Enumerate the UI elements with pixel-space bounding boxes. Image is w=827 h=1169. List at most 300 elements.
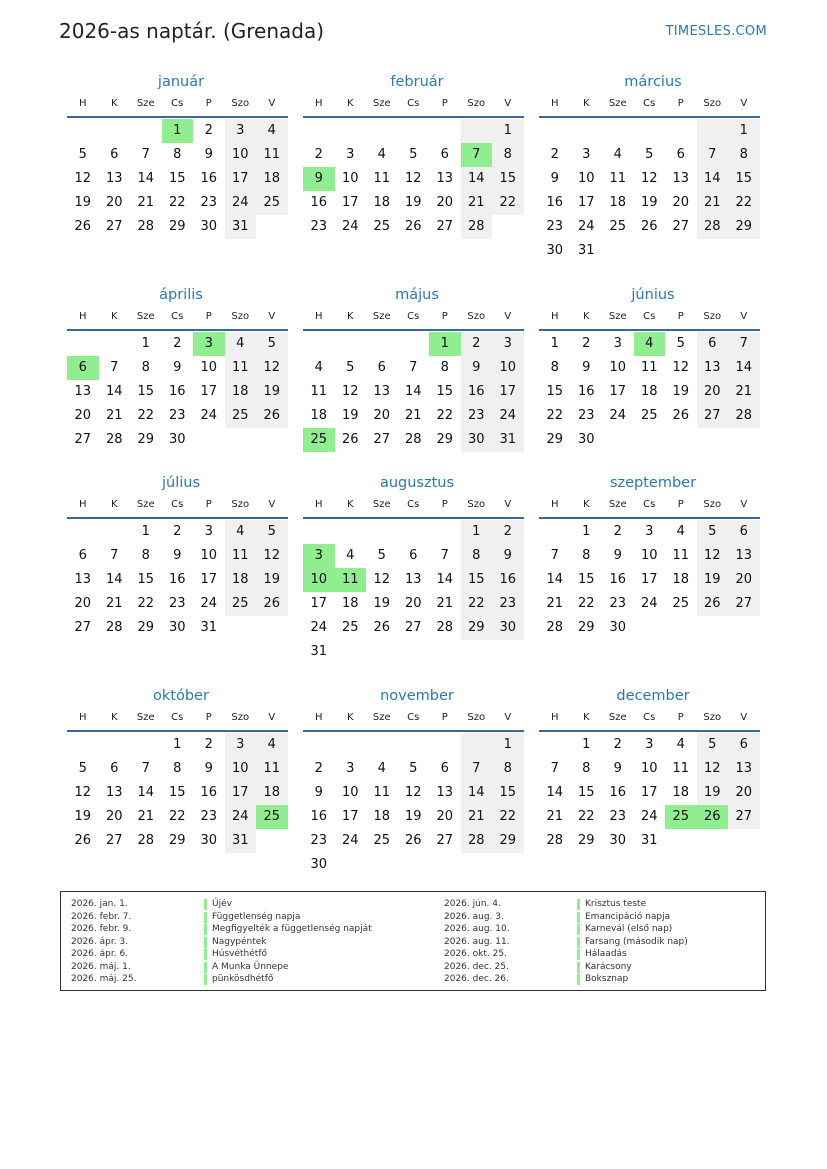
holiday-day-cell: 9 <box>303 167 335 191</box>
day-cell: 26 <box>74 833 92 848</box>
day-cell: 3 <box>613 336 622 351</box>
day-cell: 24 <box>341 219 359 234</box>
day-cell: 19 <box>672 384 690 399</box>
empty-cell <box>461 119 493 143</box>
day-cell: 11 <box>256 143 288 167</box>
weekday-label: P <box>205 98 212 109</box>
weekday-label: K <box>110 499 118 510</box>
day-cell: 13 <box>436 171 454 186</box>
month-title: augusztus <box>379 475 455 491</box>
day-cell: 11 <box>609 171 627 186</box>
day-cell: 8 <box>141 548 150 563</box>
day-cell: 14 <box>137 785 155 800</box>
weekday-label: Szo <box>703 712 722 723</box>
day-cell: 24 <box>200 408 218 423</box>
day-cell: 25 <box>373 219 391 234</box>
day-cell: 4 <box>256 733 288 757</box>
day-cell: 15 <box>168 171 186 186</box>
weekday-label: P <box>677 311 684 322</box>
day-cell: 14 <box>137 171 155 186</box>
day-cell: 26 <box>404 833 422 848</box>
weekday-label: Cs <box>171 98 184 109</box>
day-cell: 5 <box>256 332 288 356</box>
month-title: április <box>159 287 203 303</box>
day-cell: 16 <box>168 572 186 587</box>
weekday-label: K <box>582 499 590 510</box>
day-cell: 8 <box>728 143 760 167</box>
weekday-label: K <box>346 712 354 723</box>
day-cell: 5 <box>78 147 87 162</box>
empty-cell <box>335 119 367 143</box>
day-cell: 24 <box>200 596 218 611</box>
day-cell: 9 <box>613 548 622 563</box>
month-title: június <box>631 287 675 303</box>
holiday-date: 2026. máj. 1. <box>71 961 131 972</box>
day-cell: 6 <box>110 147 119 162</box>
weekday-label: V <box>740 499 748 510</box>
day-cell: 1 <box>550 336 559 351</box>
day-cell: 15 <box>168 785 186 800</box>
holiday-marker-icon <box>204 937 207 948</box>
day-cell: 29 <box>168 833 186 848</box>
holiday-legend-column-right <box>444 898 744 986</box>
holiday-marker-icon <box>204 899 207 910</box>
day-cell: 25 <box>225 404 257 428</box>
weekday-label: P <box>441 311 448 322</box>
day-cell: 18 <box>672 785 690 800</box>
day-cell: 8 <box>440 360 449 375</box>
day-cell: 27 <box>105 833 123 848</box>
day-cell: 15 <box>492 781 524 805</box>
day-cell: 31 <box>577 243 595 258</box>
month-title: november <box>380 688 454 704</box>
holiday-date: 2026. dec. 26. <box>444 974 509 984</box>
day-cell: 17 <box>200 384 218 399</box>
day-cell: 15 <box>137 572 155 587</box>
day-cell: 20 <box>74 596 92 611</box>
day-cell: 1 <box>582 737 591 752</box>
day-cell: 6 <box>728 733 760 757</box>
day-cell: 27 <box>436 833 454 848</box>
day-cell: 29 <box>137 432 155 447</box>
day-cell: 26 <box>404 219 422 234</box>
day-cell: 5 <box>346 360 355 375</box>
day-cell: 7 <box>110 360 119 375</box>
holiday-marker-icon <box>204 924 207 935</box>
day-cell: 5 <box>676 336 685 351</box>
holiday-day-cell: 3 <box>193 332 225 356</box>
holiday-marker-icon <box>577 962 580 973</box>
day-cell: 21 <box>404 408 422 423</box>
weekday-label: Sze <box>372 712 391 723</box>
weekday-label: Szo <box>467 311 486 322</box>
day-cell: 21 <box>137 809 155 824</box>
holiday-name: Függetlenség napja <box>212 911 301 922</box>
weekday-label: V <box>268 499 276 510</box>
day-cell: 23 <box>200 809 218 824</box>
day-cell: 14 <box>546 785 564 800</box>
day-cell: 14 <box>436 572 454 587</box>
holiday-day-cell: 25 <box>665 805 697 829</box>
day-cell: 7 <box>141 761 150 776</box>
month-március <box>539 72 760 263</box>
day-cell: 20 <box>436 809 454 824</box>
day-cell: 23 <box>200 195 218 210</box>
day-cell: 8 <box>582 761 591 776</box>
day-cell: 1 <box>582 524 591 539</box>
weekday-label: K <box>582 712 590 723</box>
day-cell: 20 <box>404 596 422 611</box>
weekday-label: K <box>346 98 354 109</box>
empty-cell <box>130 733 162 757</box>
day-grid <box>539 332 760 452</box>
day-cell: 7 <box>550 761 559 776</box>
weekday-label: Cs <box>407 712 420 723</box>
day-cell: 28 <box>105 620 123 635</box>
day-cell: 21 <box>546 809 564 824</box>
weekday-label: Szo <box>467 712 486 723</box>
day-cell: 8 <box>492 143 524 167</box>
month-január <box>67 72 288 239</box>
day-cell: 12 <box>256 356 288 380</box>
holiday-legend-row <box>444 898 744 911</box>
month-title: március <box>624 74 682 90</box>
day-cell: 16 <box>546 195 564 210</box>
day-cell: 24 <box>577 219 595 234</box>
day-cell: 4 <box>225 332 257 356</box>
day-cell: 30 <box>609 620 627 635</box>
day-cell: 16 <box>200 171 218 186</box>
day-cell: 14 <box>546 572 564 587</box>
holiday-day-cell: 1 <box>162 119 194 143</box>
holiday-date: 2026. jan. 1. <box>71 899 128 909</box>
day-cell: 4 <box>676 737 685 752</box>
day-cell: 2 <box>173 524 182 539</box>
day-cell: 23 <box>492 592 524 616</box>
day-cell: 13 <box>672 171 690 186</box>
day-cell: 7 <box>728 332 760 356</box>
empty-cell <box>366 332 398 356</box>
day-cell: 22 <box>577 596 595 611</box>
day-cell: 16 <box>310 195 328 210</box>
day-cell: 5 <box>697 520 729 544</box>
day-cell: 16 <box>492 568 524 592</box>
day-cell: 28 <box>137 219 155 234</box>
day-cell: 23 <box>577 408 595 423</box>
holiday-day-cell: 25 <box>303 428 335 452</box>
day-cell: 21 <box>461 805 493 829</box>
day-cell: 13 <box>74 384 92 399</box>
holiday-legend-row <box>71 898 371 911</box>
weekday-label: Cs <box>643 712 656 723</box>
day-cell: 29 <box>492 829 524 853</box>
day-cell: 1 <box>728 119 760 143</box>
empty-cell <box>665 119 697 143</box>
holiday-day-cell: 1 <box>429 332 461 356</box>
day-cell: 28 <box>461 215 493 239</box>
day-cell: 26 <box>256 592 288 616</box>
day-cell: 23 <box>609 596 627 611</box>
weekday-label: P <box>205 311 212 322</box>
holiday-marker-icon <box>204 912 207 923</box>
day-cell: 15 <box>461 568 493 592</box>
holiday-day-cell: 7 <box>461 143 493 167</box>
weekday-label: P <box>205 499 212 510</box>
day-cell: 3 <box>645 524 654 539</box>
day-cell: 21 <box>728 380 760 404</box>
weekday-label: H <box>550 712 559 723</box>
day-cell: 12 <box>256 544 288 568</box>
holiday-legend-row <box>444 936 744 949</box>
weekday-label: Cs <box>643 311 656 322</box>
day-cell: 31 <box>310 644 328 659</box>
day-cell: 21 <box>697 191 729 215</box>
day-cell: 26 <box>373 620 391 635</box>
day-cell: 7 <box>141 147 150 162</box>
empty-cell <box>398 520 430 544</box>
empty-cell <box>461 733 493 757</box>
weekday-label: V <box>504 98 512 109</box>
weekday-label: V <box>504 311 512 322</box>
empty-cell <box>99 520 131 544</box>
day-cell: 13 <box>74 572 92 587</box>
day-cell: 10 <box>200 360 218 375</box>
day-cell: 30 <box>168 432 186 447</box>
day-cell: 10 <box>341 785 359 800</box>
weekday-header <box>303 92 524 118</box>
day-cell: 5 <box>645 147 654 162</box>
day-cell: 27 <box>697 404 729 428</box>
month-május <box>303 285 524 452</box>
month-február <box>303 72 524 239</box>
day-cell: 25 <box>341 620 359 635</box>
holiday-date: 2026. máj. 25. <box>71 974 137 984</box>
day-cell: 15 <box>728 167 760 191</box>
day-cell: 22 <box>728 191 760 215</box>
day-cell: 19 <box>697 781 729 805</box>
weekday-label: Szo <box>467 499 486 510</box>
month-title: december <box>616 688 690 704</box>
day-cell: 10 <box>577 171 595 186</box>
day-cell: 20 <box>105 809 123 824</box>
day-cell: 17 <box>341 809 359 824</box>
day-cell: 17 <box>577 195 595 210</box>
day-cell: 9 <box>582 360 591 375</box>
day-cell: 11 <box>672 761 690 776</box>
day-grid <box>539 733 760 853</box>
day-cell: 5 <box>409 761 418 776</box>
day-cell: 23 <box>168 408 186 423</box>
month-title: szeptember <box>609 475 697 491</box>
day-grid <box>67 733 288 853</box>
day-cell: 29 <box>436 432 454 447</box>
holiday-marker-icon <box>577 924 580 935</box>
day-cell: 23 <box>168 596 186 611</box>
day-cell: 27 <box>728 805 760 829</box>
day-cell: 30 <box>577 432 595 447</box>
day-cell: 16 <box>577 384 595 399</box>
day-cell: 2 <box>550 147 559 162</box>
weekday-header <box>67 493 288 519</box>
day-cell: 4 <box>676 524 685 539</box>
holiday-name: Karácsony <box>585 961 632 972</box>
day-cell: 9 <box>173 548 182 563</box>
day-cell: 21 <box>137 195 155 210</box>
month-november <box>303 686 524 877</box>
day-cell: 8 <box>461 544 493 568</box>
weekday-label: H <box>314 499 323 510</box>
holiday-marker-icon <box>577 949 580 960</box>
day-cell: 11 <box>373 785 391 800</box>
weekday-label: K <box>110 712 118 723</box>
weekday-label: K <box>110 98 118 109</box>
day-cell: 8 <box>582 548 591 563</box>
day-cell: 22 <box>168 195 186 210</box>
empty-cell <box>303 733 335 757</box>
day-cell: 29 <box>577 620 595 635</box>
day-cell: 2 <box>492 520 524 544</box>
day-cell: 27 <box>373 432 391 447</box>
weekday-label: Szo <box>231 712 250 723</box>
weekday-label: Sze <box>136 311 155 322</box>
day-grid <box>539 119 760 263</box>
month-július <box>67 473 288 640</box>
day-grid <box>67 119 288 239</box>
weekday-label: Sze <box>608 311 627 322</box>
day-cell: 3 <box>582 147 591 162</box>
day-cell: 10 <box>492 356 524 380</box>
holiday-day-cell: 26 <box>697 805 729 829</box>
weekday-label: Sze <box>136 712 155 723</box>
holiday-marker-icon <box>204 962 207 973</box>
empty-cell <box>571 119 603 143</box>
holiday-name: pünkösdhétfő <box>212 974 274 984</box>
day-cell: 6 <box>728 520 760 544</box>
holiday-marker-icon <box>577 899 580 910</box>
day-cell: 31 <box>225 215 257 239</box>
weekday-label: P <box>205 712 212 723</box>
weekday-label: V <box>268 98 276 109</box>
holiday-legend-column-left <box>71 898 371 986</box>
day-grid <box>67 520 288 640</box>
day-cell: 17 <box>609 384 627 399</box>
day-cell: 28 <box>137 833 155 848</box>
day-grid <box>303 119 524 239</box>
day-cell: 27 <box>404 620 422 635</box>
day-cell: 13 <box>436 785 454 800</box>
empty-cell <box>67 520 99 544</box>
day-cell: 13 <box>728 544 760 568</box>
brand-link[interactable]: TIMESLES.COM <box>665 24 767 39</box>
day-cell: 6 <box>377 360 386 375</box>
day-cell: 7 <box>697 143 729 167</box>
empty-cell <box>130 119 162 143</box>
day-cell: 7 <box>440 548 449 563</box>
day-cell: 9 <box>204 147 213 162</box>
month-title: október <box>153 688 209 704</box>
day-cell: 25 <box>225 592 257 616</box>
weekday-label: Cs <box>171 311 184 322</box>
day-cell: 20 <box>105 195 123 210</box>
day-cell: 30 <box>200 219 218 234</box>
day-cell: 14 <box>461 167 493 191</box>
empty-cell <box>335 733 367 757</box>
day-cell: 23 <box>310 219 328 234</box>
day-cell: 30 <box>546 243 564 258</box>
weekday-label: H <box>78 499 87 510</box>
month-szeptember <box>539 473 760 640</box>
empty-cell <box>99 332 131 356</box>
day-cell: 11 <box>373 171 391 186</box>
weekday-label: Cs <box>407 98 420 109</box>
day-cell: 18 <box>609 195 627 210</box>
month-title: május <box>395 287 439 303</box>
empty-cell <box>303 332 335 356</box>
day-cell: 24 <box>341 833 359 848</box>
holiday-marker-icon <box>204 949 207 960</box>
weekday-label: P <box>441 499 448 510</box>
day-cell: 7 <box>409 360 418 375</box>
day-cell: 3 <box>645 737 654 752</box>
day-grid <box>67 332 288 452</box>
day-cell: 19 <box>74 809 92 824</box>
weekday-header <box>67 92 288 118</box>
day-cell: 12 <box>404 171 422 186</box>
holiday-day-cell: 11 <box>335 568 367 592</box>
weekday-header <box>303 493 524 519</box>
weekday-label: K <box>110 311 118 322</box>
day-cell: 16 <box>609 785 627 800</box>
day-cell: 12 <box>697 757 729 781</box>
empty-cell <box>67 733 99 757</box>
empty-cell <box>398 332 430 356</box>
weekday-label: H <box>314 98 323 109</box>
page-title: 2026-as naptár. (Grenada) <box>59 19 325 43</box>
day-cell: 13 <box>105 785 123 800</box>
day-cell: 5 <box>256 520 288 544</box>
empty-cell <box>634 119 666 143</box>
day-cell: 19 <box>640 195 658 210</box>
day-cell: 7 <box>461 757 493 781</box>
day-cell: 17 <box>225 781 257 805</box>
day-cell: 3 <box>225 733 257 757</box>
day-cell: 12 <box>341 384 359 399</box>
empty-cell <box>366 520 398 544</box>
holiday-marker-icon <box>204 974 207 985</box>
weekday-label: Cs <box>643 499 656 510</box>
day-cell: 28 <box>436 620 454 635</box>
day-cell: 4 <box>256 119 288 143</box>
day-cell: 13 <box>728 757 760 781</box>
day-cell: 27 <box>74 432 92 447</box>
weekday-label: Szo <box>703 499 722 510</box>
day-cell: 17 <box>341 195 359 210</box>
day-cell: 27 <box>74 620 92 635</box>
day-cell: 20 <box>373 408 391 423</box>
empty-cell <box>539 733 571 757</box>
day-cell: 30 <box>461 428 493 452</box>
day-cell: 26 <box>256 404 288 428</box>
day-cell: 29 <box>168 219 186 234</box>
weekday-label: H <box>78 98 87 109</box>
day-grid <box>303 332 524 452</box>
day-cell: 31 <box>640 833 658 848</box>
day-cell: 2 <box>204 123 213 138</box>
holiday-name: Karnevál (első nap) <box>585 924 673 934</box>
day-cell: 29 <box>728 215 760 239</box>
weekday-header <box>539 305 760 331</box>
day-cell: 2 <box>314 761 323 776</box>
